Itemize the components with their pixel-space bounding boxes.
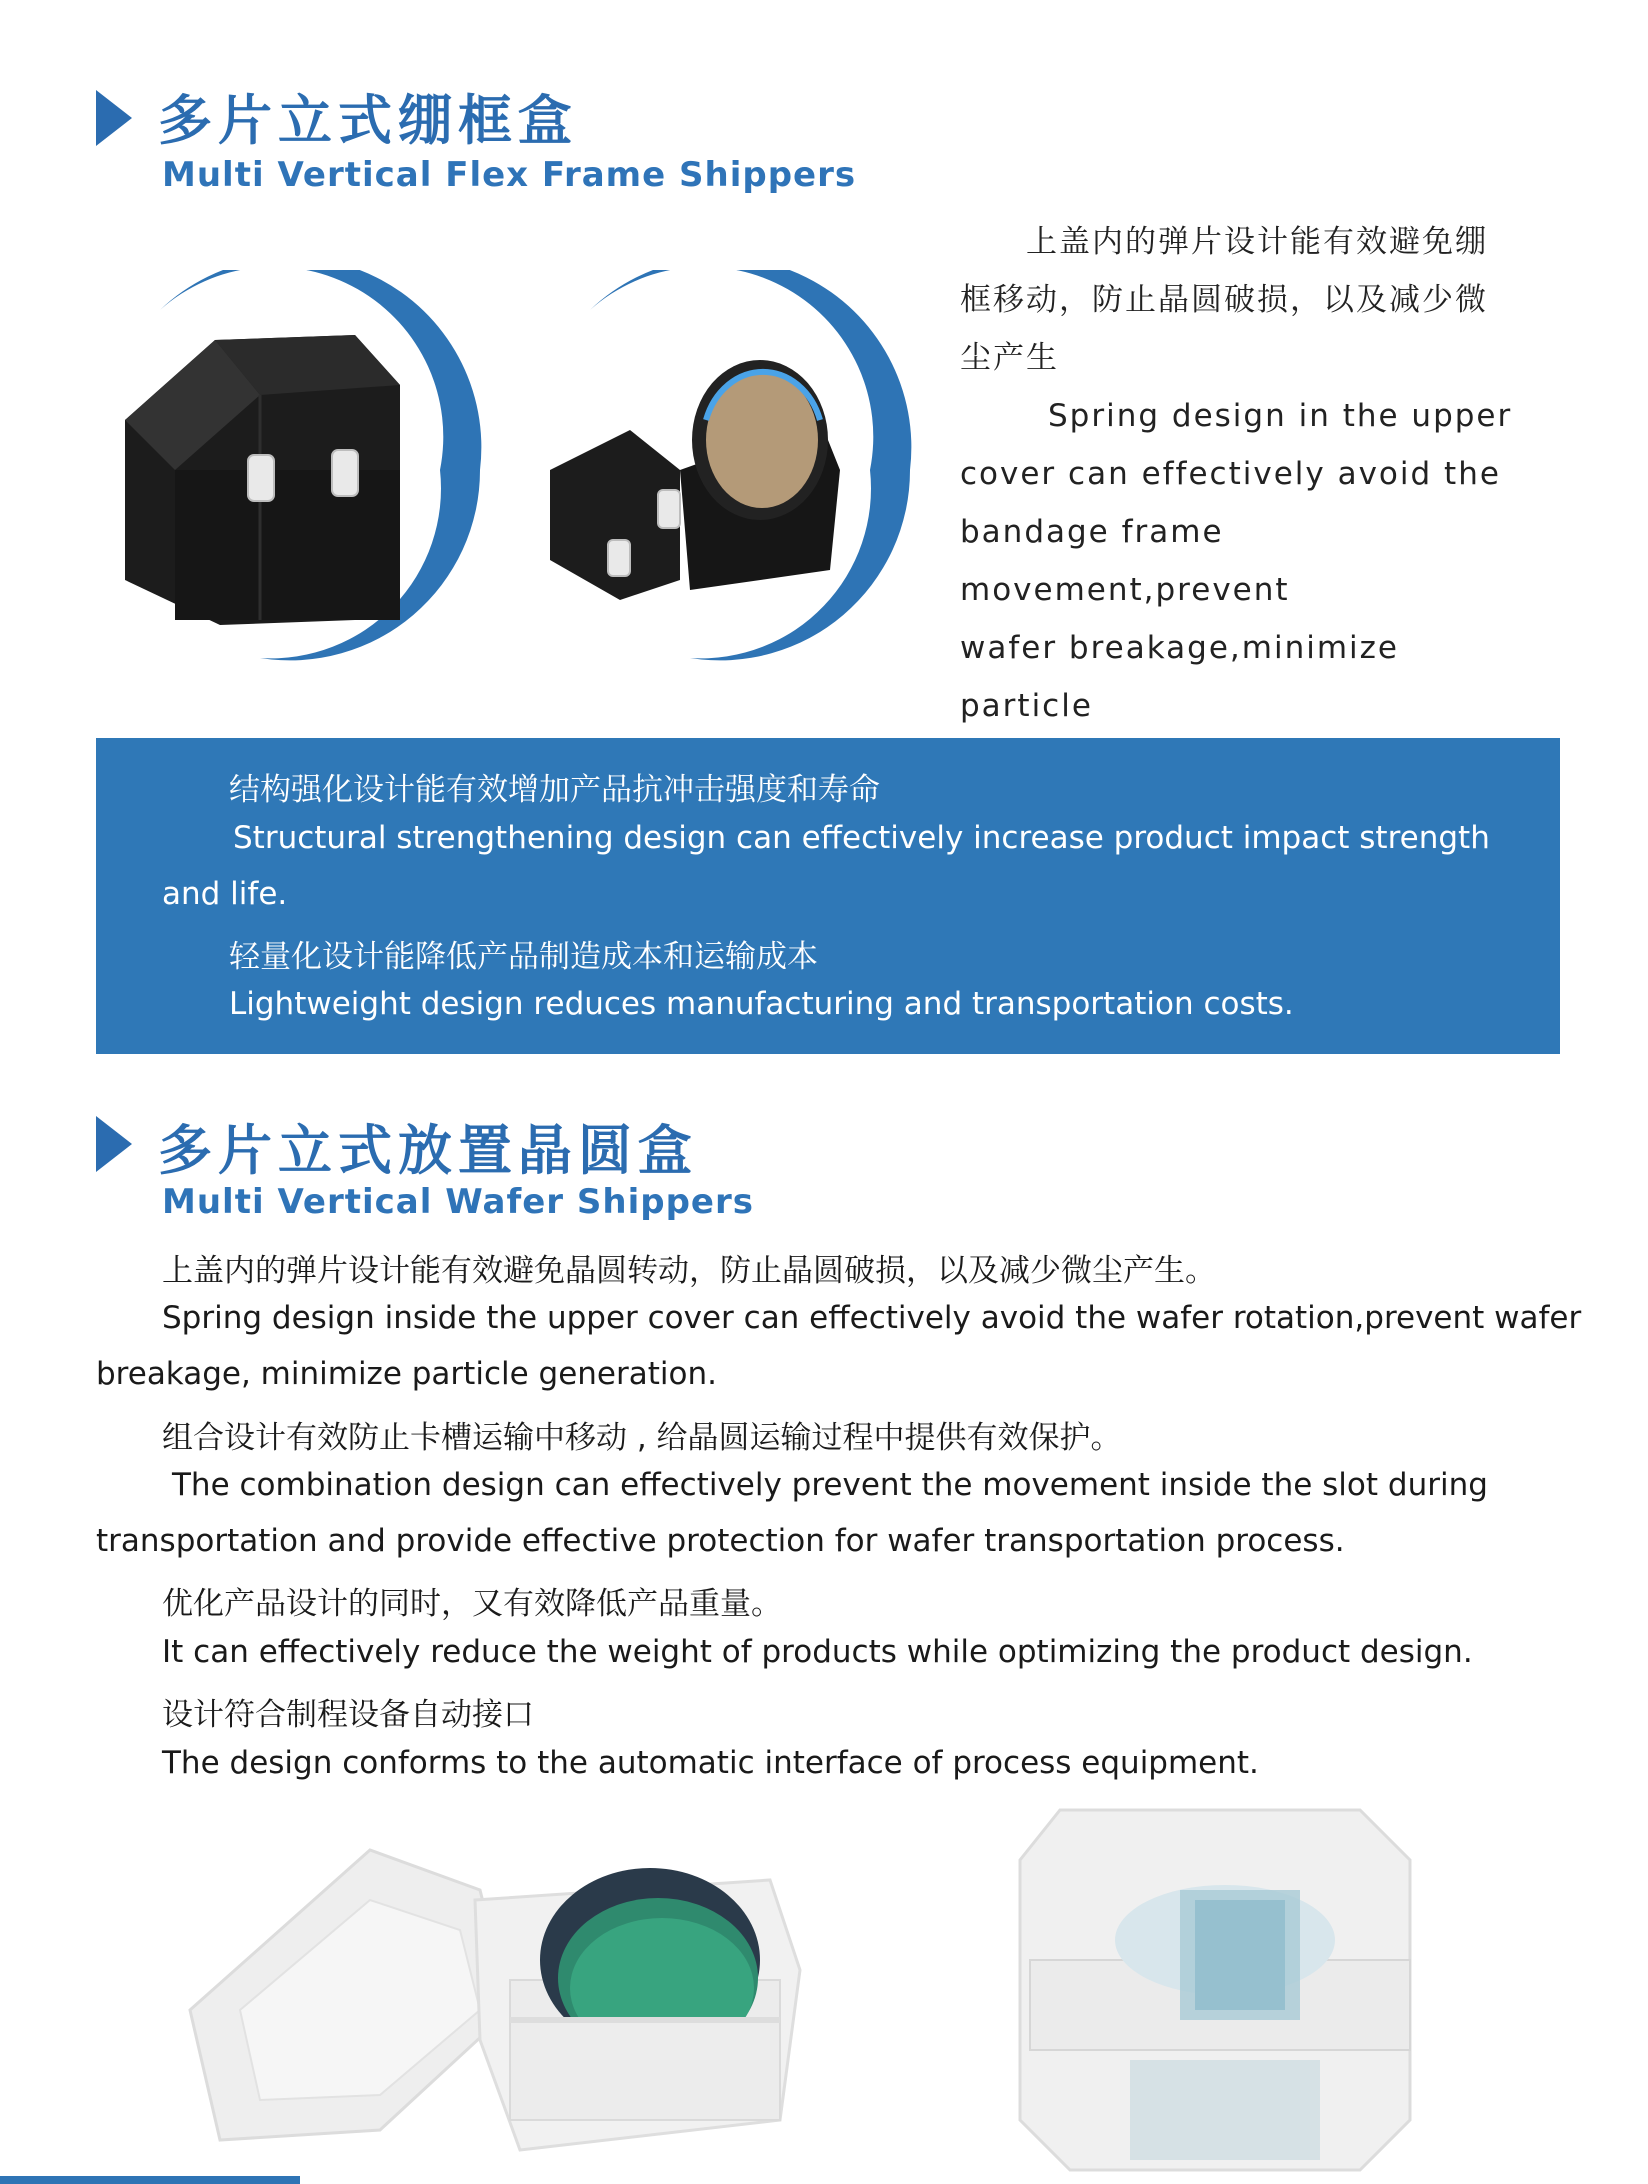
body-line: It can effectively reduce the weight of products while optimizing the product design. [162, 1634, 1473, 1670]
section1-arrow-icon [96, 90, 132, 146]
desc-en-line: Spring design in the upper [1048, 398, 1513, 434]
body-line: transportation and provide effective protection for wafer transportation process. [96, 1523, 1345, 1559]
section2-title-en: Multi Vertical Wafer Shippers [162, 1182, 754, 1222]
body-line: breakage, minimize particle generation. [96, 1356, 717, 1392]
section1-description [960, 213, 1520, 793]
banner-line: Lightweight design reduces manufacturing and transportation costs. [229, 986, 1294, 1022]
body-line: 优化产品设计的同时，又有效降低产品重量。 [162, 1586, 782, 1622]
body-line: Spring design inside the upper cover can effectively avoid the wafer rotation,prevent wafer [162, 1300, 1582, 1336]
body-line: 组合设计有效防止卡槽运输中移动 , 给晶圆运输过程中提供有效保护。 [162, 1420, 1122, 1456]
desc-cn-line: 上盖内的弹片设计能有效避免绷 [1026, 224, 1488, 260]
body-line: 上盖内的弹片设计能有效避免晶圆转动，防止晶圆破损，以及减少微尘产生。 [162, 1253, 1216, 1289]
features-banner [96, 738, 1560, 1054]
wafer-shipper-closed-image [1010, 1790, 1430, 2184]
desc-cn-line: 框移动，防止晶圆破损，以及减少微 [960, 282, 1488, 318]
desc-cn-line: 尘产生 [960, 340, 1059, 376]
desc-en-line: cover can effectively avoid the [960, 456, 1501, 492]
section2-arrow-icon [96, 1116, 132, 1172]
body-line: The combination design can effectively prevent the movement inside the slot during [172, 1467, 1488, 1503]
section1-title-cn: 多片立式绷框盒 [158, 89, 578, 152]
section2-title-cn: 多片立式放置晶圆盒 [158, 1119, 698, 1182]
body-line: The design conforms to the automatic interface of process equipment. [162, 1745, 1259, 1781]
banner-line: 轻量化设计能降低产品制造成本和运输成本 [229, 939, 818, 975]
desc-en-line: bandage frame movement,prevent [960, 514, 1290, 608]
flex-frame-shipper-open-image [530, 270, 930, 670]
flex-frame-shipper-closed-image [100, 270, 500, 670]
banner-line: 结构强化设计能有效增加产品抗冲击强度和寿命 [229, 772, 880, 808]
body-line: 设计符合制程设备自动接口 [162, 1697, 534, 1733]
wafer-shipper-open-image [180, 1810, 820, 2184]
bottom-accent-stripe [0, 2176, 300, 2184]
banner-line: Structural strengthening design can effectively increase product impact strength [233, 820, 1490, 856]
banner-line: and life. [162, 876, 288, 912]
section1-title-en: Multi Vertical Flex Frame Shippers [162, 155, 857, 195]
desc-en-line: wafer breakage,minimize particle [960, 630, 1399, 724]
